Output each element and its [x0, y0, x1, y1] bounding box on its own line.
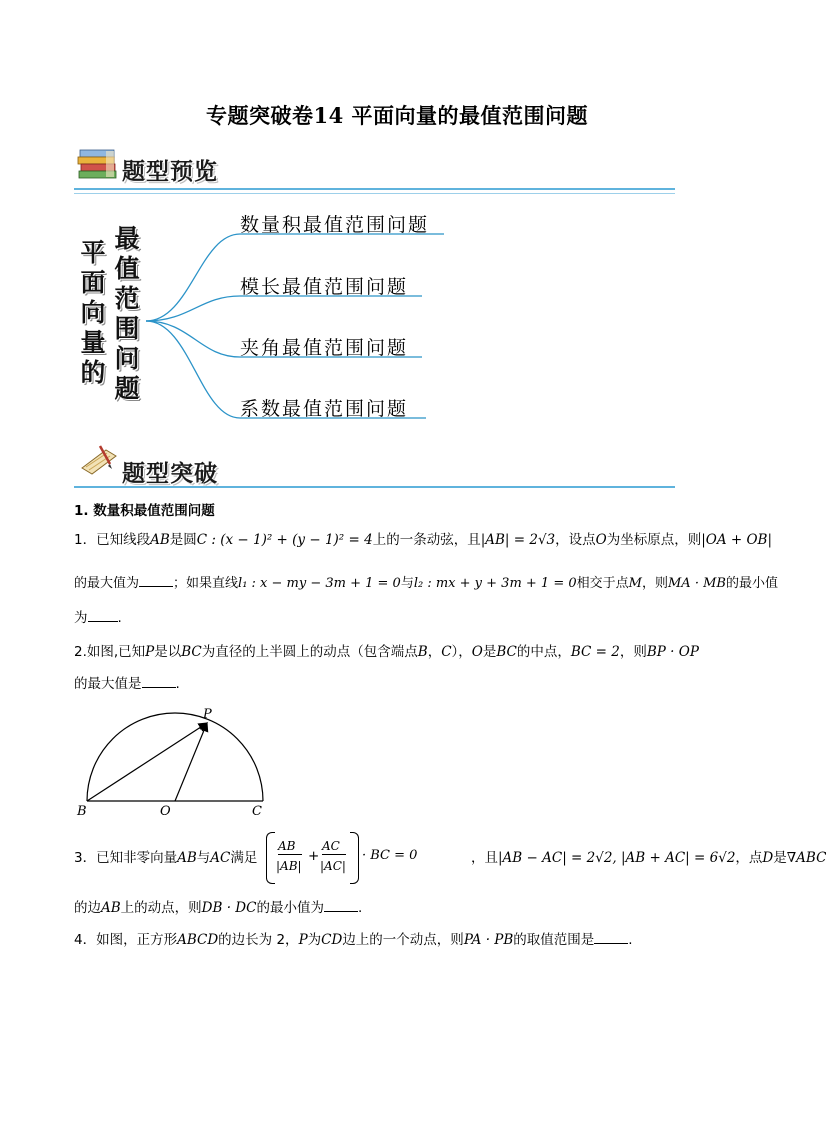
answer-blank[interactable]: [324, 899, 358, 912]
section-divider: [74, 188, 675, 190]
math: AB: [150, 532, 170, 548]
books-icon: [76, 146, 120, 182]
root-char: 范: [114, 284, 140, 313]
math: AB: [101, 900, 121, 916]
math: C : (x − 1)² + (y − 1)² = 4: [196, 532, 373, 548]
text: 与: [400, 576, 414, 591]
q3-line2: [74, 898, 362, 918]
text: .: [357, 900, 363, 916]
text: 的最大值是: [74, 676, 142, 692]
text: 为直径的上半圆上的动点（包含端点: [201, 644, 418, 660]
text: ；如果直线: [173, 576, 239, 591]
math: BC: [496, 644, 517, 660]
mindmap-root-col2: [112, 224, 142, 404]
root-char: 围: [114, 314, 140, 343]
root-char: 量: [80, 328, 106, 357]
math: CD: [321, 932, 343, 948]
root-char: 值: [114, 254, 140, 283]
math: P: [298, 932, 308, 948]
text: 相交于点: [576, 576, 629, 591]
text: ，则: [641, 576, 668, 591]
text: ），: [451, 644, 472, 660]
math: l₂ : mx + y + 3m + 1 = 0: [413, 576, 577, 591]
semicircle-figure: [74, 700, 274, 820]
math: |AC|: [320, 859, 346, 873]
math: AC: [210, 850, 231, 866]
math: PA · PB: [463, 932, 514, 948]
text: 与: [196, 850, 211, 866]
label-p: P: [203, 707, 212, 722]
math: C: [441, 644, 452, 660]
text: ，则: [619, 644, 647, 660]
text: .: [628, 932, 633, 948]
math: DB · DC: [201, 900, 257, 916]
math: B: [417, 644, 428, 660]
answer-blank[interactable]: [594, 931, 628, 944]
q2-line1: [74, 642, 699, 662]
text: .: [117, 610, 122, 626]
label-b: B: [77, 804, 87, 819]
root-char: 最: [114, 224, 140, 253]
text: 为坐标原点，则: [606, 532, 702, 548]
text: 2.如图,已知: [74, 644, 146, 660]
text: 的取值范围是: [513, 932, 595, 948]
text: 3．已知非零向量: [74, 850, 178, 866]
label-o: O: [160, 804, 171, 819]
math: M: [628, 576, 642, 591]
math: P: [145, 644, 155, 660]
q1-line1: [74, 530, 772, 550]
mindmap-branch-3: 夹角最值范围问题: [240, 337, 409, 359]
text: 是: [773, 850, 787, 866]
text: ，点: [735, 850, 763, 866]
part1-heading: 1. 数量积最值范围问题: [74, 503, 215, 519]
text: 的边: [74, 900, 101, 916]
mindmap-branch-2: 模长最值范围问题: [240, 276, 409, 298]
text: 的中点，: [516, 644, 571, 660]
text: 的边长为 2，: [218, 932, 299, 948]
label-c: C: [252, 804, 262, 819]
answer-blank[interactable]: [139, 574, 173, 587]
text: 的最小值: [725, 576, 778, 591]
math: |AB − AC| = 2√2, |AB + AC| = 6√2: [498, 850, 736, 866]
text: .: [175, 676, 180, 692]
math: |OA + OB|: [701, 532, 773, 548]
text: 4．如图，正方形: [74, 932, 178, 948]
text: +: [308, 848, 320, 864]
vector-op: [175, 723, 207, 801]
text: ，且: [471, 850, 498, 866]
text: 满足: [230, 850, 258, 866]
math: ∇ABC: [786, 850, 826, 866]
document-title: 专题突破卷14 平面向量的最值范围问题: [205, 103, 589, 128]
text: 为: [307, 932, 322, 948]
root-char: 向: [80, 298, 106, 327]
mindmap-branch-1: 数量积最值范围问题: [240, 214, 430, 236]
q2-line2: [74, 674, 180, 694]
text: 的最小值为: [256, 900, 324, 916]
math: · BC = 0: [362, 848, 418, 863]
section-divider-thin: [74, 193, 675, 194]
q1-line2: [74, 574, 778, 594]
text: 的最大值为: [74, 576, 140, 591]
math: AB: [278, 839, 296, 853]
math: AC: [322, 839, 340, 853]
text: 上的动点，则: [120, 900, 202, 916]
section-divider: [74, 486, 675, 488]
mindmap-root-col1: [78, 238, 108, 388]
text: ，设点: [555, 532, 596, 548]
math: BC: [181, 644, 202, 660]
math: O: [471, 644, 483, 660]
math: ABCD: [177, 932, 219, 948]
math: O: [595, 532, 607, 548]
math: BP · OP: [646, 644, 699, 660]
q3-fraction-expr: [266, 832, 418, 884]
math: BC = 2: [570, 644, 620, 660]
root-char: 面: [80, 268, 106, 297]
text: ，: [427, 644, 442, 660]
math: MA · MB: [667, 576, 726, 591]
math: D: [762, 850, 774, 866]
q4-line1: [74, 930, 633, 950]
root-char: 平: [80, 238, 106, 267]
text: 边上的一个动点，则: [342, 932, 464, 948]
vector-bp: [87, 723, 207, 801]
section-heading-breakthrough: 题型突破: [122, 461, 218, 487]
semicircle-arc: [87, 713, 263, 801]
text: 上的一条动弦，且: [372, 532, 481, 548]
root-char: 问: [114, 344, 140, 373]
text: 为: [74, 610, 88, 626]
math: |AB|: [276, 859, 302, 873]
text: 是以: [154, 644, 182, 660]
q1-line3: [74, 608, 122, 628]
text: 1．已知线段: [74, 532, 151, 548]
math: l₁ : x − my − 3m + 1 = 0: [238, 576, 401, 591]
text: 是圆: [169, 532, 197, 548]
math: |AB| = 2√3: [480, 532, 556, 548]
math: AB: [177, 850, 197, 866]
section-heading-preview: 题型预览: [122, 159, 218, 185]
answer-blank[interactable]: [88, 609, 118, 622]
mindmap-branch-4: 系数最值范围问题: [240, 398, 409, 420]
text: 是: [482, 644, 497, 660]
root-char: 题: [114, 374, 140, 403]
answer-blank[interactable]: [142, 675, 176, 688]
root-char: 的: [80, 358, 106, 387]
scroll-pen-icon: [76, 442, 120, 478]
